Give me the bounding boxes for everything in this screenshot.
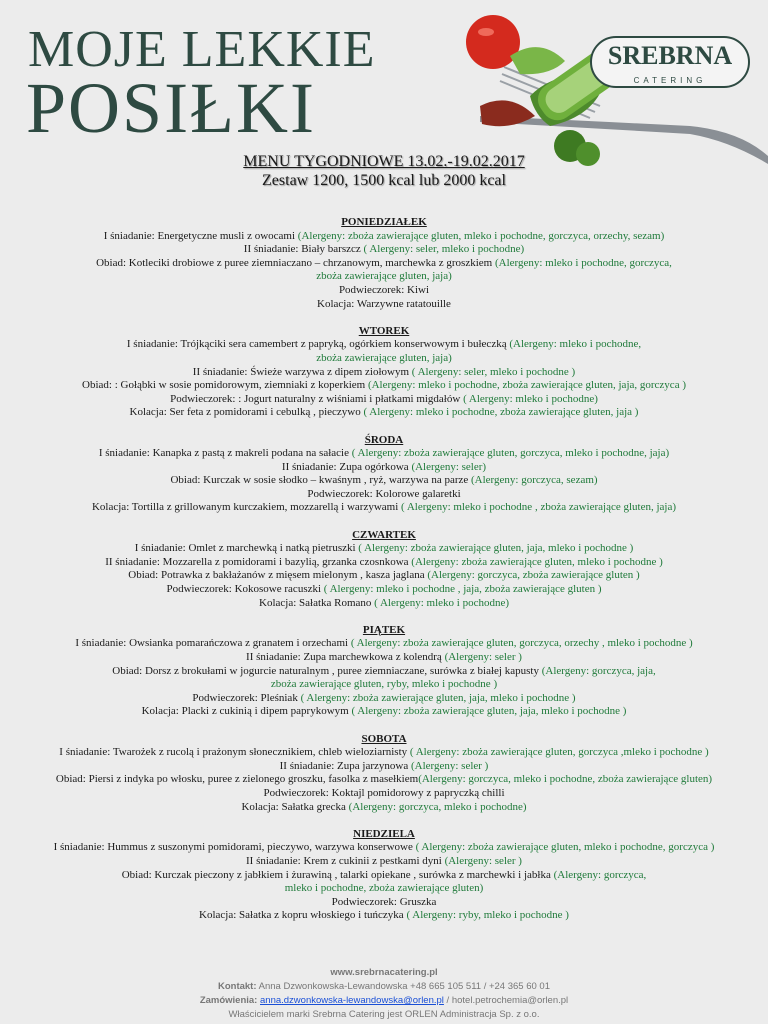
meal-text: Obiad: Kotleciki drobiowe z puree ziemniaczano – chrzanowym, marchewka z groszkiem	[96, 256, 495, 269]
meal-line	[0, 501, 768, 515]
meal-line	[0, 298, 768, 312]
meal-line	[0, 583, 768, 597]
allergen-text: (Alergeny: mleko i pochodne,	[509, 338, 642, 351]
day-section	[0, 434, 768, 516]
meal-text: Kolacja: Sałatka z kopru włoskiego i tuńczyka	[199, 909, 407, 922]
meal-line	[0, 230, 768, 244]
meal-text: Kolacja: Warzywne ratatouille	[317, 297, 451, 310]
meal-line	[0, 705, 768, 719]
meal-line	[0, 909, 768, 923]
day-name: CZWARTEK	[352, 528, 416, 541]
allergen-text: ( Alergeny: ryby, mleko i pochodne )	[406, 909, 569, 922]
meal-text: II śniadanie: Zupa jarzynowa	[279, 759, 411, 772]
orders-rest: / hotel.petrochemia@orlen.pl	[443, 995, 569, 1006]
allergen-text: (Alergeny: seler)	[411, 460, 487, 473]
day-section	[0, 733, 768, 815]
meal-line	[0, 869, 768, 883]
meal-line	[0, 393, 768, 407]
allergen-text: ( Alergeny: zboża zawierające gluten, gorczyca ,mleko i pochodne )	[409, 746, 709, 759]
orders-label: Zamówienia:	[199, 995, 258, 1006]
meal-text: Kolacja: Sałatka grecka	[241, 800, 349, 813]
meal-text: Podwieczorek: Koktajl pomidorowy z papryczką chilli	[263, 786, 505, 799]
meal-line	[0, 637, 768, 651]
day-section	[0, 529, 768, 611]
meal-line	[0, 665, 768, 679]
day-name: NIEDZIELA	[353, 827, 415, 840]
day-name: SOBOTA	[361, 732, 407, 745]
srebrna-logo	[590, 36, 750, 96]
meal-text: Obiad: Dorsz z brokułami w jogurcie naturalnym , puree ziemniaczane, surówka z białej kapusty	[112, 664, 542, 677]
meal-line	[0, 270, 768, 284]
contact-label: Kontakt:	[217, 981, 257, 992]
meal-line	[0, 746, 768, 760]
meal-text: II śniadanie: Krem z cukinii z pestkami dyni	[246, 854, 445, 867]
meal-line	[0, 243, 768, 257]
meal-line	[0, 406, 768, 420]
meal-text: I śniadanie: Trójkąciki sera camembert z papryką, ogórkiem konserwowym i bułeczką	[126, 338, 510, 351]
meal-text: I śniadanie: Energetyczne musli z owocami	[103, 229, 298, 242]
footer-owner: Właścicielem marki Srebrna Catering jest ORLEN Administracja Sp. z o.o.	[228, 1009, 540, 1020]
meal-line	[0, 855, 768, 869]
allergen-text: ( Alergeny: zboża zawierające gluten, mleko i pochodne, gorczyca )	[415, 841, 715, 854]
allergen-text: ( Alergeny: zboża zawierające gluten, gorczyca, mleko i pochodne, jaja)	[351, 447, 670, 460]
meal-text: Kolacja: Placki z cukinią i dipem paprykowym	[141, 705, 352, 718]
day-section	[0, 828, 768, 923]
meal-line	[0, 488, 768, 502]
title-line-1: MOJE LEKKIE	[28, 21, 376, 78]
meal-text: Obiad: Potrawka z bakłażanów z mięsem mielonym , kasza jaglana	[128, 569, 428, 582]
day-name: PONIEDZIAŁEK	[341, 216, 427, 228]
allergen-text: (Alergeny: gorczyca, mleko i pochodne)	[348, 800, 527, 813]
allergen-text: (Alergeny: gorczyca, jaja,	[541, 664, 656, 677]
footer-orders	[0, 994, 768, 1008]
meal-line	[0, 474, 768, 488]
meal-line	[0, 338, 768, 352]
meal-line	[0, 760, 768, 774]
logo-subtitle: CATERING	[633, 76, 707, 85]
allergen-text: ( Alergeny: mleko i pochodne)	[463, 392, 598, 405]
allergen-text: (Alergeny: zboża zawierające gluten, mleko i pochodne, gorczyca, orzechy, sezam)	[297, 229, 665, 242]
allergen-text: zboża zawierające gluten, jaja)	[316, 351, 452, 364]
meal-text: Obiad: : Gołąbki w sosie pomidorowym, ziemniaki z koperkiem	[82, 379, 368, 392]
meal-text: Kolacja: Tortilla z grillowanym kurczakiem, mozzarellą i warzywami	[91, 501, 402, 514]
meal-line	[0, 556, 768, 570]
meal-text: II śniadanie: Świeże warzywa z dipem ziołowym	[192, 365, 412, 378]
meal-text: I śniadanie: Twarożek z rucolą i prażonym słonecznikiem, chleb wieloziarnisty	[59, 746, 410, 759]
meal-line	[0, 896, 768, 910]
meal-line	[0, 569, 768, 583]
meal-text: Obiad: Kurczak w sosie słodko – kwaśnym , ryż, warzywa na parze	[170, 474, 472, 487]
day-section	[0, 325, 768, 420]
allergen-text: ( Alergeny: zboża zawierające gluten, jaja, mleko i pochodne )	[300, 691, 576, 704]
meal-line	[0, 366, 768, 380]
allergen-text: ( Alergeny: mleko i pochodne, zboża zawierające gluten, jaja )	[363, 406, 639, 419]
meal-text: Podwieczorek: Kokosowe racuszki	[166, 583, 324, 596]
allergen-text: (Alergeny: zboża zawierające gluten, mleko i pochodne )	[411, 555, 663, 568]
allergen-text: (Alergeny: mleko i pochodne, gorczyca,	[494, 256, 672, 269]
meal-line	[0, 882, 768, 896]
meal-text: Obiad: Piersi z indyka po włosku, puree z zielonego groszku, fasolka z masełkiem	[55, 773, 419, 786]
meal-text: I śniadanie: Hummus z suszonymi pomidorami, pieczywo, warzywa konserwowe	[53, 841, 416, 854]
footer	[0, 966, 768, 1022]
meal-line	[0, 597, 768, 611]
meal-line	[0, 787, 768, 801]
meal-text: I śniadanie: Omlet z marchewką i natką pietruszki	[134, 542, 359, 555]
meal-text: Kolacja: Ser feta z pomidorami i cebulką , pieczywo	[129, 406, 364, 419]
meal-line	[0, 257, 768, 271]
allergen-text: ( Alergeny: mleko i pochodne)	[374, 596, 509, 609]
allergen-text: (Alergeny: mleko i pochodne, zboża zawierające gluten, jaja, gorczyca )	[367, 379, 686, 392]
allergen-text: zboża zawierające gluten, jaja)	[316, 270, 452, 283]
allergen-text: (Alergeny: seler )	[410, 759, 489, 772]
meal-text: II śniadanie: Mozzarella z pomidorami i bazylią, grzanka czosnkowa	[105, 555, 412, 568]
meal-text: Podwieczorek: : Jogurt naturalny z wiśniami i płatkami migdałów	[170, 392, 464, 405]
meal-line	[0, 542, 768, 556]
footer-contact	[0, 980, 768, 994]
meal-line	[0, 692, 768, 706]
allergen-text: (Alergeny: seler )	[444, 651, 522, 663]
meal-line	[0, 678, 768, 692]
meal-text: Podwieczorek: Gruszka	[331, 895, 437, 908]
title-line-2: POSIŁKI	[26, 68, 317, 148]
meal-line	[0, 773, 768, 787]
meal-line	[0, 841, 768, 855]
meal-text: Podwieczorek: Pleśniak	[192, 691, 301, 704]
meal-text: I śniadanie: Kanapka z pastą z makreli podana na sałacie	[98, 447, 352, 460]
menu-sets-subtitle: Zestaw 1200, 1500 kcal lub 2000 kcal	[262, 172, 506, 189]
day-section	[0, 216, 768, 311]
day-section	[0, 624, 768, 719]
meal-text: I śniadanie: Owsianka pomarańczowa z granatem i orzechami	[75, 637, 351, 650]
menu-week-title: MENU TYGODNIOWE 13.02.-19.02.2017	[243, 153, 525, 170]
allergen-text: ( Alergeny: seler, mleko i pochodne )	[411, 365, 576, 378]
orders-email-link[interactable]: anna.dzwonkowska-lewandowska@orlen.pl	[260, 995, 444, 1006]
day-name: ŚRODA	[364, 433, 404, 446]
meal-line	[0, 284, 768, 298]
weekly-menu	[0, 216, 768, 936]
allergen-text: (Alergeny: gorczyca,	[553, 868, 647, 881]
meal-line	[0, 447, 768, 461]
meal-text: Podwieczorek: Kolorowe galaretki	[307, 487, 461, 500]
allergen-text: ( Alergeny: seler, mleko i pochodne)	[363, 243, 525, 256]
meal-text: II śniadanie: Zupa marchewkowa z kolendrą	[246, 651, 445, 663]
meal-text: Kolacja: Sałatka Romano	[259, 596, 375, 609]
logo-name: SREBRNA	[607, 41, 733, 70]
meal-text: II śniadanie: Zupa ogórkowa	[281, 460, 412, 473]
allergen-text: (Alergeny: seler )	[444, 854, 522, 867]
meal-line	[0, 379, 768, 393]
meal-line	[0, 352, 768, 366]
allergen-text: ( Alergeny: mleko i pochodne , jaja, zboża zawierające gluten )	[323, 583, 602, 596]
day-name: PIĄTEK	[362, 623, 406, 636]
allergen-text: zboża zawierające gluten, ryby, mleko i pochodne )	[270, 678, 498, 691]
meal-line	[0, 801, 768, 815]
contact-text: Anna Dzwonkowska-Lewandowska +48 665 105 511 / +24 365 60 01	[256, 981, 550, 992]
allergen-text: (Alergeny: gorczyca, mleko i pochodne, zboża zawierające gluten)	[418, 773, 713, 786]
day-name: WTOREK	[358, 324, 410, 337]
allergen-text: mleko i pochodne, zboża zawierające gluten)	[284, 882, 484, 895]
meal-text: Obiad: Kurczak pieczony z jabłkiem i żurawiną , talarki opiekane , surówka z marchewki i jabłka	[121, 868, 554, 881]
allergen-text: ( Alergeny: zboża zawierające gluten, jaja, mleko i pochodne )	[358, 542, 634, 555]
meal-line	[0, 461, 768, 475]
meal-line	[0, 651, 768, 665]
footer-website: www.srebrnacatering.pl	[330, 967, 438, 978]
allergen-text: ( Alergeny: zboża zawierające gluten, gorczyca, orzechy , mleko i pochodne )	[350, 637, 693, 650]
meal-text: II śniadanie: Biały barszcz	[243, 243, 364, 256]
allergen-text: (Alergeny: gorczyca, sezam)	[471, 474, 598, 487]
allergen-text: ( Alergeny: mleko i pochodne , zboża zawierające gluten, jaja)	[401, 501, 677, 514]
meal-text: Podwieczorek: Kiwi	[338, 283, 430, 296]
allergen-text: (Alergeny: gorczyca, zboża zawierające gluten )	[427, 569, 640, 582]
allergen-text: ( Alergeny: zboża zawierające gluten, jaja, mleko i pochodne )	[351, 705, 627, 718]
